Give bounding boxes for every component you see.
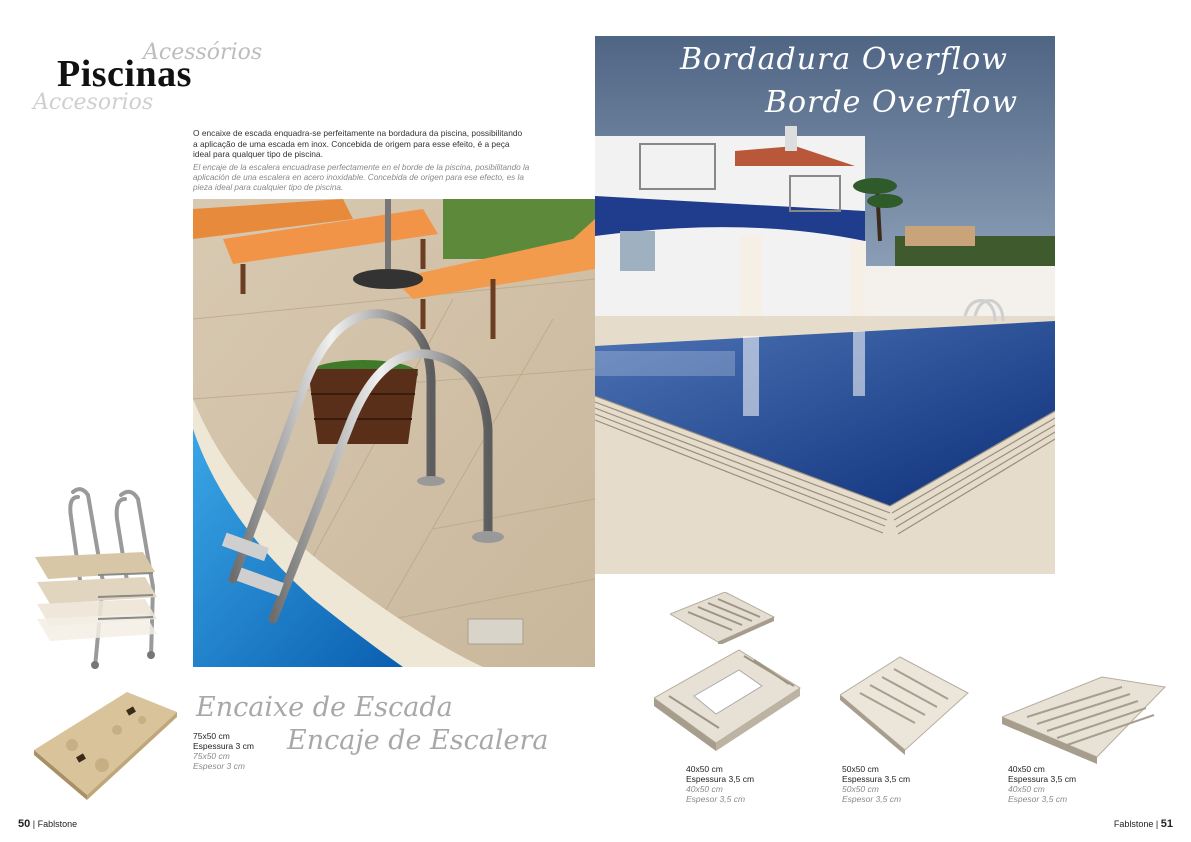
overflow-corner-piece-image [840,655,970,760]
encaixe-thickness: Espessura 3 cm [193,741,254,751]
subtitle-pt: Acessórios [143,40,263,65]
encaixe-thickness-es: Espesor 3 cm [193,761,245,771]
product-thickness-es: Espesor 3,5 cm [842,794,902,804]
product-spec-3 [1008,764,1076,804]
product-dimension-es: 50x50 cm [842,784,879,794]
footer-left [18,818,77,830]
product-thickness: Espessura 3,5 cm [1008,774,1077,784]
stair-fitting-slab-image [32,690,180,805]
page-title: Piscinas [57,53,192,95]
pool-ladder-photo [193,199,595,667]
product-dimension: 40x50 cm [686,764,723,774]
overflow-ladder-piece-image [654,648,802,758]
product-thickness-es: Espesor 3,5 cm [686,794,746,804]
brand-left: | Fablstone [32,819,78,829]
page-number-right: 51 [1160,818,1173,830]
product-thickness: Espessura 3,5 cm [842,774,911,784]
product-thickness: Espessura 3,5 cm [686,774,755,784]
encaixe-dimension-es: 75x50 cm [193,751,230,761]
product-dimension: 40x50 cm [1008,764,1045,774]
overflow-title-es: Borde Overflow [765,85,1019,120]
product-dimension-es: 40x50 cm [1008,784,1045,794]
brand-right: Fablstone | [1113,819,1159,829]
encaixe-spec [193,731,254,771]
overflow-grate-image [670,592,775,649]
product-thickness-es: Espesor 3,5 cm [1008,794,1068,804]
encaixe-dimension: 75x50 cm [193,731,230,741]
product-spec-2 [842,764,910,804]
encaixe-title-es: Encaje de Escalera [287,725,549,756]
overflow-edge-piece-image [1002,672,1167,772]
product-dimension-es: 40x50 cm [686,784,723,794]
overflow-title-pt: Bordadura Overflow [680,42,1008,77]
intro-text-pt: O encaixe de escada enquadra-se perfeitamente na bordadura da piscina, possibilitando a aplicação de uma escada em inox. Concebida de origem para esse efeito, é a peça ideal para qualquer tipo de piscina. [193,128,523,159]
product-dimension: 50x50 cm [842,764,879,774]
intro-text-es: El encaje de la escalera encuadrase perfectamente en el borde de la piscina, posibilitando la aplicación de una escalera en acero inoxidable. Concebida de origen para ese efecto, es la pieza ideal para cualquier tipo de piscina. [193,163,530,193]
page-number-left: 50 [18,818,31,830]
encaixe-title-pt: Encaixe de Escada [196,692,453,723]
footer-right [1114,818,1173,830]
product-spec-1 [686,764,754,804]
stainless-ladder-illustration [33,487,168,677]
subtitle-es: Accesorios [33,90,154,115]
